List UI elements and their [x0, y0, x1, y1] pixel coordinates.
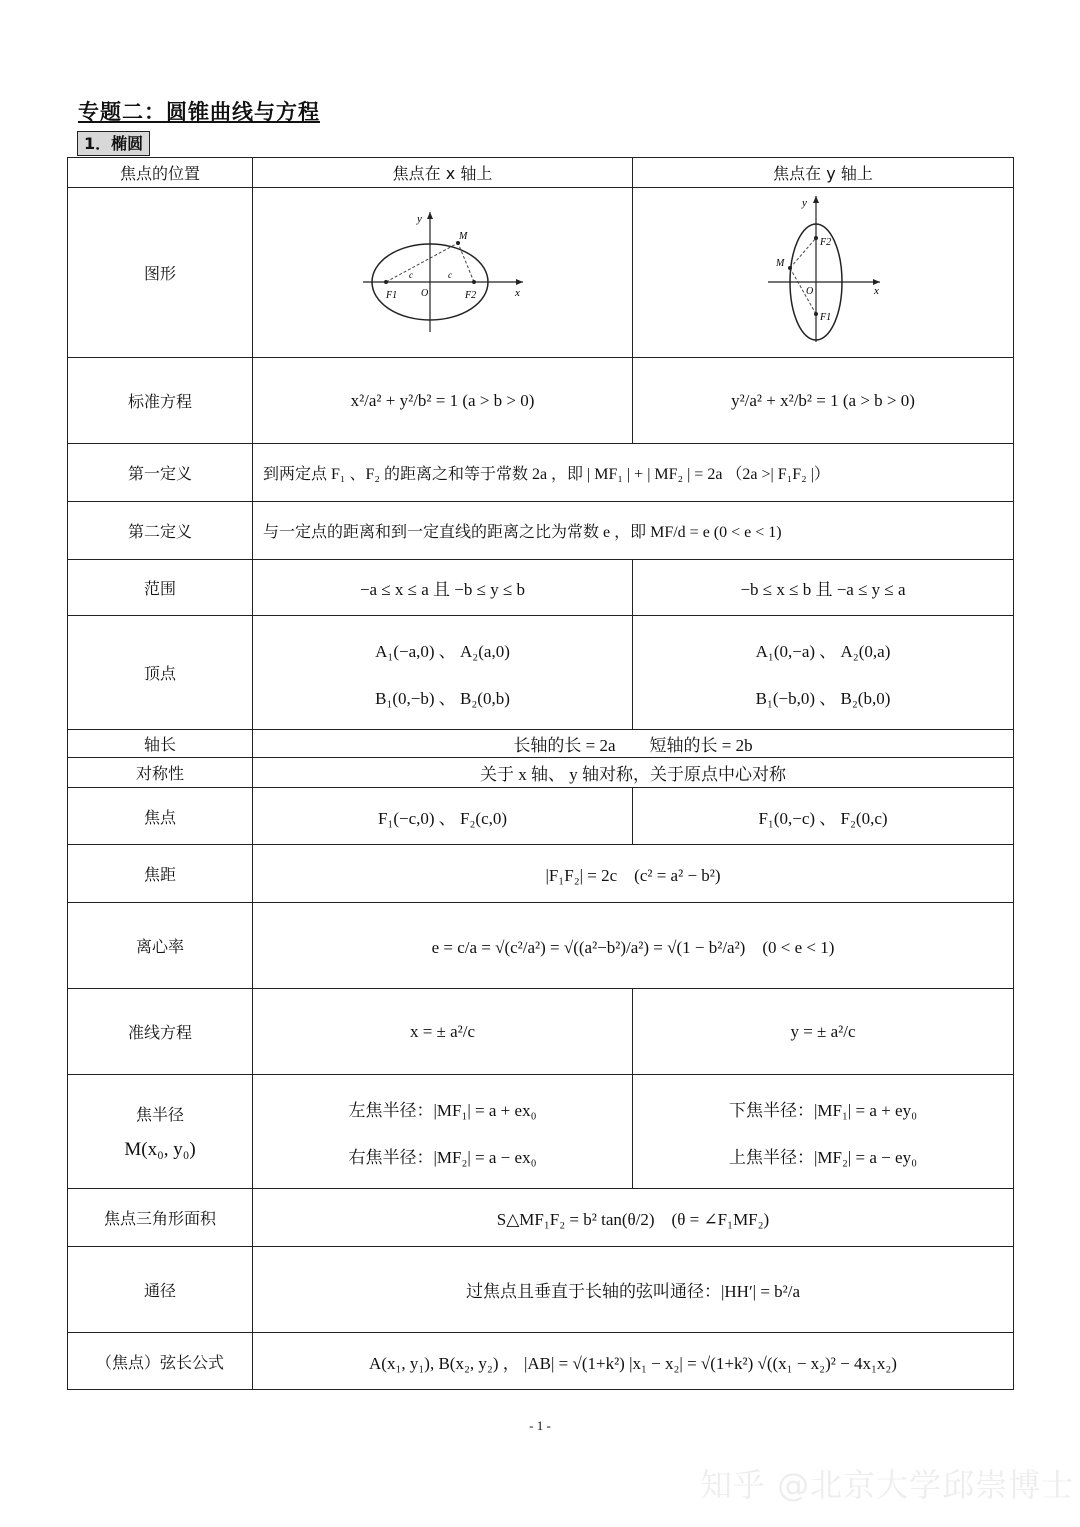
radius-label-point: M(x₀, y₀): [124, 1139, 196, 1160]
focus-x: F₁(−c,0) 、 F₂(c,0): [253, 788, 633, 845]
radius-y-upper: 上焦半径：|MF₂| = a − ey₀: [729, 1147, 917, 1167]
f2-label-2: F2: [820, 237, 832, 248]
area-text: S△MF₁F₂ = b² tan(θ/2) (θ = ∠F₁MF₂): [253, 1189, 1014, 1247]
point-m-label: M: [458, 231, 467, 242]
def1-label: 第一定义: [68, 444, 253, 502]
f1-label-2: F1: [820, 312, 832, 323]
origin-label-2: O: [806, 286, 814, 297]
y-axis-label: y: [416, 213, 422, 225]
def1-row: [68, 444, 1014, 502]
latus-text: 过焦点且垂直于长轴的弦叫通径：|HH′| = b²/a: [253, 1247, 1014, 1333]
latus-row: [68, 1247, 1014, 1333]
vertex-y-b: B₁(−b,0) 、 B₂(b,0): [755, 688, 891, 708]
section-heading: 1．椭圆: [77, 131, 150, 156]
figure-x-cell: [253, 188, 633, 358]
c-right-label: c: [447, 270, 452, 280]
radius-y-lower: 下焦半径：|MF₁| = a + ey₀: [729, 1100, 917, 1120]
figure-label: 图形: [68, 188, 253, 358]
axis-label: 轴长: [68, 730, 253, 758]
symmetry-label: 对称性: [68, 758, 253, 788]
chord-text: A(x₁, y₁), B(x₂, y₂) ， |AB| = √(1+k²) |x₁ − x₂| = √(1+k²) √((x₁ − x₂)² − 4x₁x₂): [253, 1333, 1014, 1390]
standard-x: x²/a² + y²/b² = 1 (a > b > 0): [253, 358, 633, 444]
x-axis-label-2: x: [874, 285, 879, 297]
x-axis-label: x: [514, 287, 520, 299]
directrix-row: [68, 989, 1014, 1075]
ellipse-x-diagram: [353, 200, 533, 340]
focus-y: F₁(0,−c) 、 F₂(0,c): [633, 788, 1014, 845]
standard-y: y²/a² + x²/b² = 1 (a > b > 0): [633, 358, 1014, 444]
focal-row: [68, 845, 1014, 903]
vertex-y-a: A₁(0,−a) 、 A₂(0,a): [755, 641, 891, 661]
area-row: [68, 1189, 1014, 1247]
point-m-label-2: M: [776, 258, 785, 269]
focus-label: 焦点: [68, 788, 253, 845]
ellipse-table: [67, 157, 1014, 1390]
directrix-x: x = ± a²/c: [253, 989, 633, 1075]
radius-row: [68, 1075, 1014, 1189]
range-label: 范围: [68, 560, 253, 616]
figure-row: [68, 188, 1014, 358]
page-title: 专题二：圆锥曲线与方程: [78, 100, 320, 124]
f2-label: F2: [464, 290, 476, 301]
vertex-x-a: A₁(−a,0) 、 A₂(a,0): [375, 641, 510, 661]
vertex-x: [253, 616, 633, 730]
symmetry-text: 关于 x 轴、 y 轴对称，关于原点中心对称: [253, 758, 1014, 788]
radius-y: [633, 1075, 1014, 1189]
figure-y-cell: [633, 188, 1014, 358]
ellipse-y-diagram: [758, 190, 888, 350]
radius-x-right: 右焦半径：|MF₂| = a − ex₀: [348, 1147, 537, 1167]
symmetry-row: [68, 758, 1014, 788]
standard-row: [68, 358, 1014, 444]
range-row: [68, 560, 1014, 616]
directrix-label: 准线方程: [68, 989, 253, 1075]
def1-text: 到两定点 F₁ 、F₂ 的距离之和等于常数 2a ，即 | MF₁ | + | MF₂ | = 2a （2a >| F₁F₂ |）: [253, 444, 1014, 502]
standard-label: 标准方程: [68, 358, 253, 444]
radius-x-left: 左焦半径：|MF₁| = a + ex₀: [348, 1100, 537, 1120]
chord-row: [68, 1333, 1014, 1390]
range-y: −b ≤ x ≤ b 且 −a ≤ y ≤ a: [633, 560, 1014, 616]
radius-label: 焦半径: [135, 1105, 184, 1124]
watermark: 知乎 @北京大学邱崇博士: [700, 1466, 1075, 1504]
vertex-row: [68, 616, 1014, 730]
vertex-y: [633, 616, 1014, 730]
header-row: [68, 158, 1014, 188]
directrix-y: y = ± a²/c: [633, 989, 1014, 1075]
def2-label: 第二定义: [68, 502, 253, 560]
latus-label: 通径: [68, 1247, 253, 1333]
focal-text: |F₁F₂| = 2c (c² = a² − b²): [253, 845, 1014, 903]
ecc-row: [68, 903, 1014, 989]
y-axis-label-2: y: [802, 197, 807, 209]
range-x: −a ≤ x ≤ a 且 −b ≤ y ≤ b: [253, 560, 633, 616]
page-number: - 1 -: [529, 1418, 551, 1433]
def2-row: [68, 502, 1014, 560]
vertex-x-b: B₁(0,−b) 、 B₂(0,b): [375, 688, 510, 708]
axis-text: 长轴的长 = 2a 短轴的长 = 2b: [253, 730, 1014, 758]
area-label: 焦点三角形面积: [68, 1189, 253, 1247]
f1-label: F1: [385, 290, 397, 301]
chord-label: （焦点）弦长公式: [68, 1333, 253, 1390]
header-col2: 焦点在 x 轴上: [253, 158, 633, 188]
origin-label: O: [420, 288, 428, 299]
axis-row: [68, 730, 1014, 758]
vertex-label: 顶点: [68, 616, 253, 730]
focus-row: [68, 788, 1014, 845]
ecc-text: e = c/a = √(c²/a²) = √((a²−b²)/a²) = √(1 − b²/a²) (0 < e < 1): [253, 903, 1014, 989]
header-col3: 焦点在 y 轴上: [633, 158, 1014, 188]
radius-x: [253, 1075, 633, 1189]
header-col1: 焦点的位置: [68, 158, 253, 188]
def2-text: 与一定点的距离和到一定直线的距离之比为常数 e ，即 MF/d = e (0 < e < 1): [253, 502, 1014, 560]
focal-label: 焦距: [68, 845, 253, 903]
radius-label-cell: [68, 1075, 253, 1189]
c-left-label: c: [408, 270, 413, 280]
ecc-label: 离心率: [68, 903, 253, 989]
